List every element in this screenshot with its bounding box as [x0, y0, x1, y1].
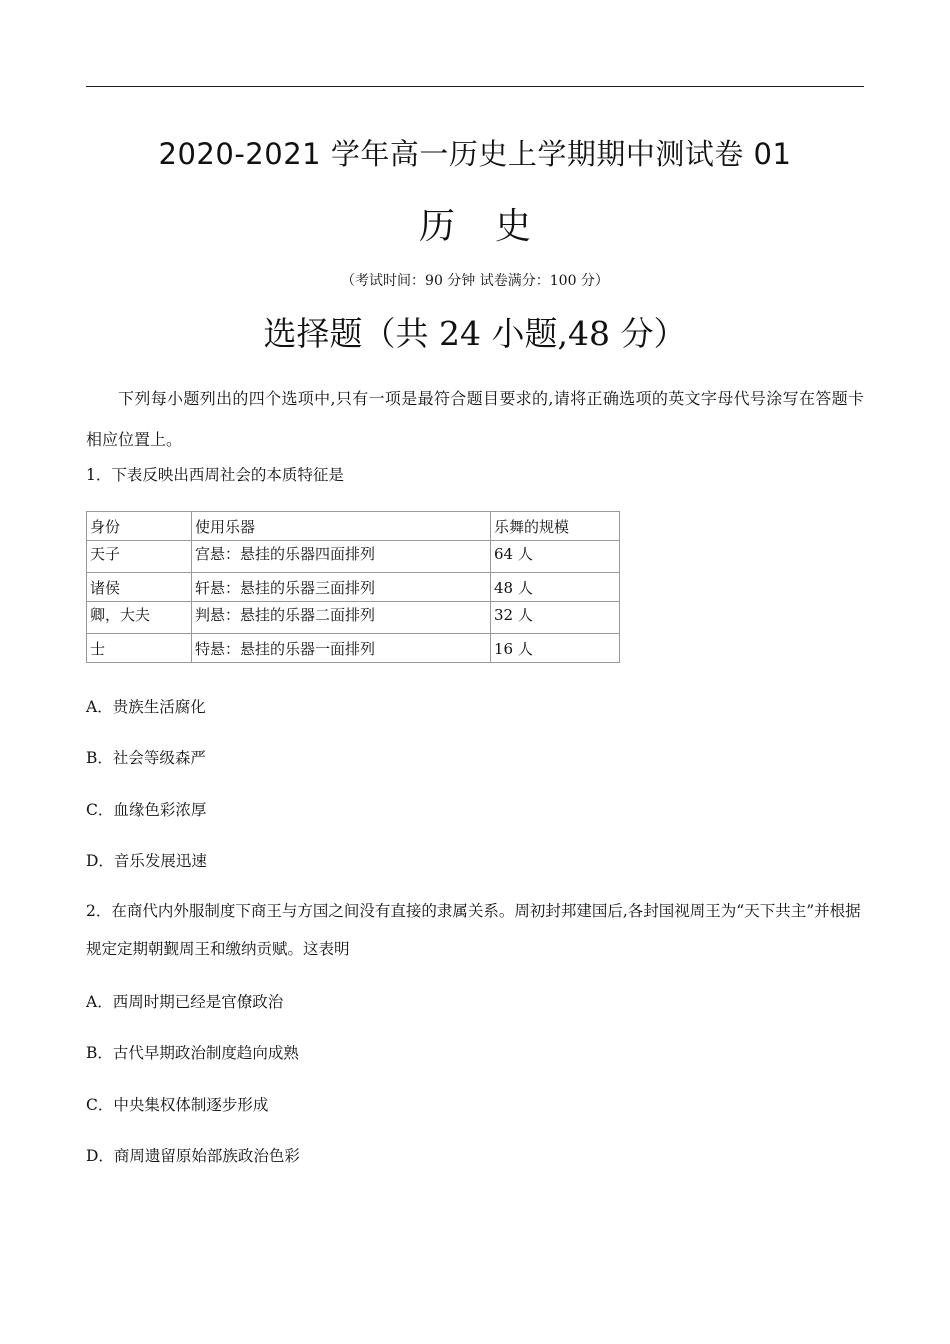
table-cell: 特悬：悬挂的乐器一面排列 — [192, 634, 491, 663]
subject-char: 史 — [495, 206, 532, 247]
section-instructions: 下列每小题列出的四个选项中,只有一项是最符合题目要求的,请将正确选项的英文字母代号涂写在答题卡相应位置上。 — [86, 389, 864, 449]
table-cell: 判悬：悬挂的乐器二面排列 — [192, 602, 491, 634]
table-cell: 诸侯 — [87, 573, 192, 602]
table-cell: 天子 — [87, 541, 192, 573]
question-2-option-b: B．古代早期政治制度趋向成熟 — [86, 1044, 299, 1062]
table-header-cell: 使用乐器 — [192, 512, 491, 541]
subject-char: 历 — [418, 206, 455, 247]
question-1-stem: 1．下表反映出西周社会的本质特征是 — [86, 466, 344, 484]
question-1-option-a: A．贵族生活腐化 — [86, 698, 206, 716]
table-cell: 48 人 — [491, 573, 620, 602]
question-2-option-a: A．西周时期已经是官僚政治 — [86, 993, 284, 1011]
table-cell: 卿，大夫 — [87, 602, 192, 634]
table-cell: 宫悬：悬挂的乐器四面排列 — [192, 541, 491, 573]
header-rule — [86, 86, 864, 87]
subject-title — [0, 198, 950, 249]
question-2-option-d: D．商周遗留原始部族政治色彩 — [86, 1147, 300, 1165]
table-row — [87, 541, 620, 573]
table-cell: 轩悬：悬挂的乐器三面排列 — [192, 573, 491, 602]
question-2-stem: 2．在商代内外服制度下商王与方国之间没有直接的隶属关系。周初封邦建国后,各封国视周王为“天下共主”并根据规定定期朝觐周王和缴纳贡赋。这表明 — [86, 902, 861, 958]
question-1-option-c: C．血缘色彩浓厚 — [86, 801, 207, 819]
question-1-option-b: B．社会等级森严 — [86, 749, 206, 767]
exam-title: 2020-2021 学年高一历史上学期期中测试卷 01 — [158, 137, 792, 171]
question-1-table — [86, 511, 620, 663]
table-cell: 16 人 — [491, 634, 620, 663]
table-cell: 士 — [87, 634, 192, 663]
exam-info: （考试时间：90 分钟 试卷满分：100 分） — [341, 273, 609, 289]
table-cell: 32 人 — [491, 602, 620, 634]
table-cell: 64 人 — [491, 541, 620, 573]
table-row — [87, 602, 620, 634]
question-2-option-c: C．中央集权体制逐步形成 — [86, 1096, 269, 1114]
table-header-row — [87, 512, 620, 541]
section-title: 选择题（共 24 小题,48 分） — [263, 314, 687, 353]
table-header-cell: 身份 — [87, 512, 192, 541]
table-row — [87, 573, 620, 602]
question-1-option-d: D．音乐发展迅速 — [86, 852, 207, 870]
table-row — [87, 634, 620, 663]
table-header-cell: 乐舞的规模 — [491, 512, 620, 541]
